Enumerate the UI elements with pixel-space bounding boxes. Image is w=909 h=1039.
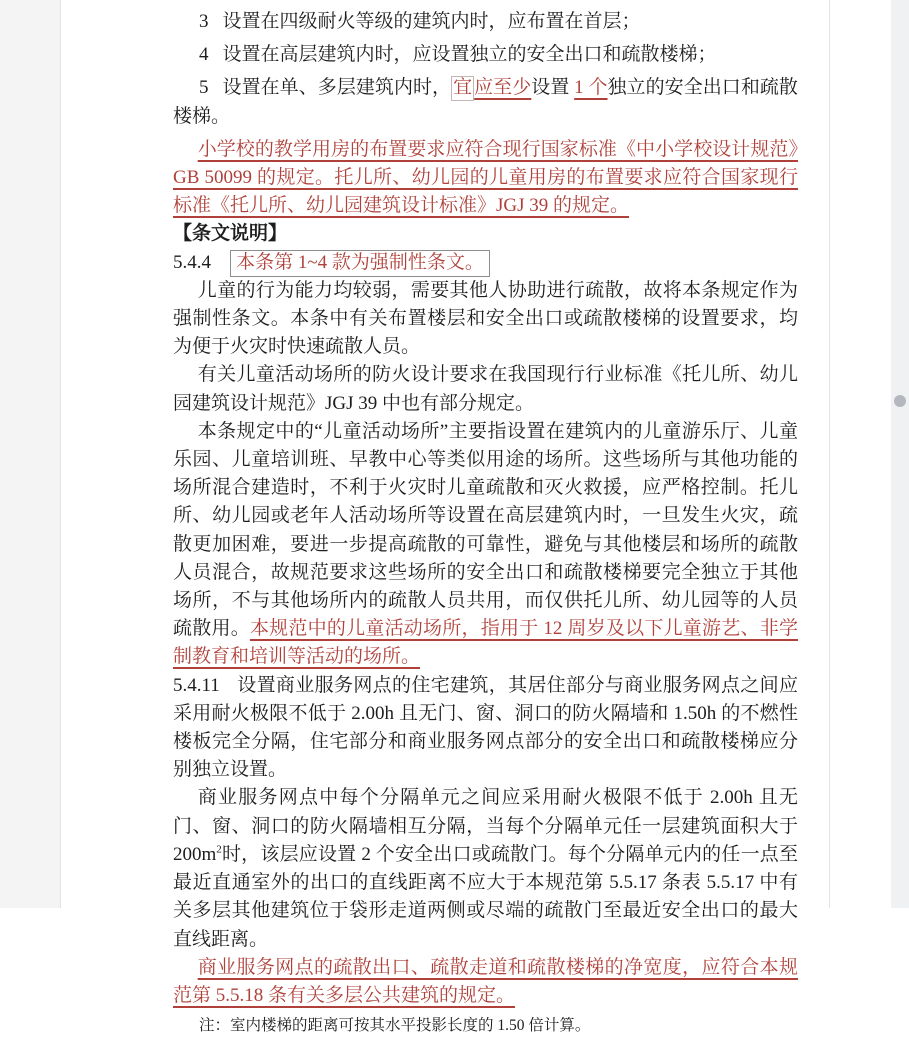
text-segment: 独立的安全出口和疏散楼梯。 <box>173 77 798 127</box>
scrollbar-thumb[interactable] <box>894 395 906 407</box>
text-segment: 本规范中的儿童活动场所，指用于 12 周岁及以下儿童游艺、非学制教育和培训等活动的场所。 <box>173 618 798 668</box>
text-segment: 本条规定中的“儿童活动场所”主要指设置在建筑内的儿童游乐厅、儿童乐园、儿童培训班、早教中心等类似用途的场所。这些场所与其他功能的场所混合建造时，不利于火灾时儿童疏散和灭火救援，应严格控制。托儿所、幼儿园或老年人活动场所等设置在高层建筑内时，一旦发生火灾，疏散更加困难，要进一步提高疏散的可靠性，避免与其他楼层和场所的疏散人员混合，故规范要求这些场所的安全出口和疏散楼梯要完全独立于其他场所，不与其他场所内的疏散人员共用，而仅供托儿所、幼儿园等的人员疏散用。 <box>173 420 798 640</box>
text-segment: 商业服务网点的疏散出口、疏散走道和疏散楼梯的净宽度，应符合本规范第 5.5.18 条有关多层公共建筑的规定。 <box>173 956 798 1006</box>
text-segment: 应至少 <box>474 77 532 99</box>
explanation-paragraph-1 <box>173 277 798 362</box>
list-item-number: 3 <box>199 11 209 32</box>
text-segment: 设置商业服务网点的住宅建筑，其居住部分与商业服务网点之间应采用耐火极限不低于 2.00h 且无门、窗、洞口的防火隔墙和 1.50h 的不燃性楼板完全分隔，住宅部分和商业服务网点部分的安全出口和疏散楼梯应分别独立设置。 <box>173 674 798 781</box>
list-item-3 <box>173 8 798 36</box>
text-segment: 【条文说明】 <box>173 223 288 245</box>
text-segment: 1 个 <box>574 77 608 99</box>
text-segment: 设置 <box>531 77 575 99</box>
explanation-paragraph-3 <box>173 418 798 672</box>
text-segment: 宜 <box>451 76 474 101</box>
text-segment: 5.4.4 <box>173 251 211 273</box>
list-item-number: 5 <box>199 77 209 99</box>
text-segment: 时，该层应设置 2 个安全出口或疏散门。每个分隔单元内的任一点至最近直通室外的出口的直线距离不应大于本规范第 5.5.17 条表 5.5.17 中有关多层其他建筑位于袋形走道两侧或尽端的疏散门至最近安全出口的最大直线距离。 <box>173 843 798 950</box>
list-item-5 <box>173 74 798 130</box>
document-content <box>173 8 798 1039</box>
list-item-number: 4 <box>199 44 209 66</box>
scrollbar-track[interactable] <box>891 0 909 908</box>
text-segment: 设置在单、多层建筑内时， <box>222 77 452 99</box>
text-segment: 本条第 1~4 款为强制性条文。 <box>230 250 490 277</box>
text-segment: 设置在四级耐火等级的建筑内时，应布置在首层； <box>222 11 641 32</box>
clause-5-4-4 <box>173 249 798 277</box>
revision-paragraph-schools <box>173 136 798 221</box>
text-segment: 儿童的行为能力均较弱，需要其他人协助进行疏散，故将本条规定作为强制性条文。本条中有关布置楼层和安全出口或疏散楼梯的设置要求，均为便于火灾时快速疏散人员。 <box>173 279 798 358</box>
text-segment: 5.4.11 <box>173 674 220 696</box>
text-segment: 设置在高层建筑内时，应设置独立的安全出口和疏散楼梯； <box>222 44 717 66</box>
revision-paragraph-width <box>173 954 798 1010</box>
explanation-paragraph-2 <box>173 361 798 417</box>
clause-5-4-11 <box>173 672 798 785</box>
text-segment: 商业服务网点中每个分隔单元之间应采用耐火极限不低于 2.00h 且无门、窗、洞口的防火隔墙相互分隔，当每个分隔单元任一层建筑面积大于 200m <box>173 787 798 865</box>
footnote <box>173 1013 798 1039</box>
text-segment: 有关儿童活动场所的防火设计要求在我国现行行业标准《托儿所、幼儿园建筑设计规范》JGJ 39 中也有部分规定。 <box>173 364 798 414</box>
list-item-4 <box>173 41 798 69</box>
text-segment: 注：室内楼梯的距离可按其水平投影长度的 1.50 倍计算。 <box>199 1017 591 1035</box>
clause-5-4-11-paragraph-2 <box>173 784 798 953</box>
text-segment: 小学校的教学用房的布置要求应符合现行国家标准《中小学校设计规范》GB 50099 的规定。托儿所、幼儿园的儿童用房的布置要求应符合国家现行标准《托儿所、幼儿园建筑设计标准》JGJ 39 的规定。 <box>173 138 798 217</box>
text-segment: 2 <box>216 843 222 856</box>
section-heading-explanation <box>173 220 798 248</box>
page-left-margin <box>0 0 61 908</box>
document-page <box>61 0 830 1035</box>
